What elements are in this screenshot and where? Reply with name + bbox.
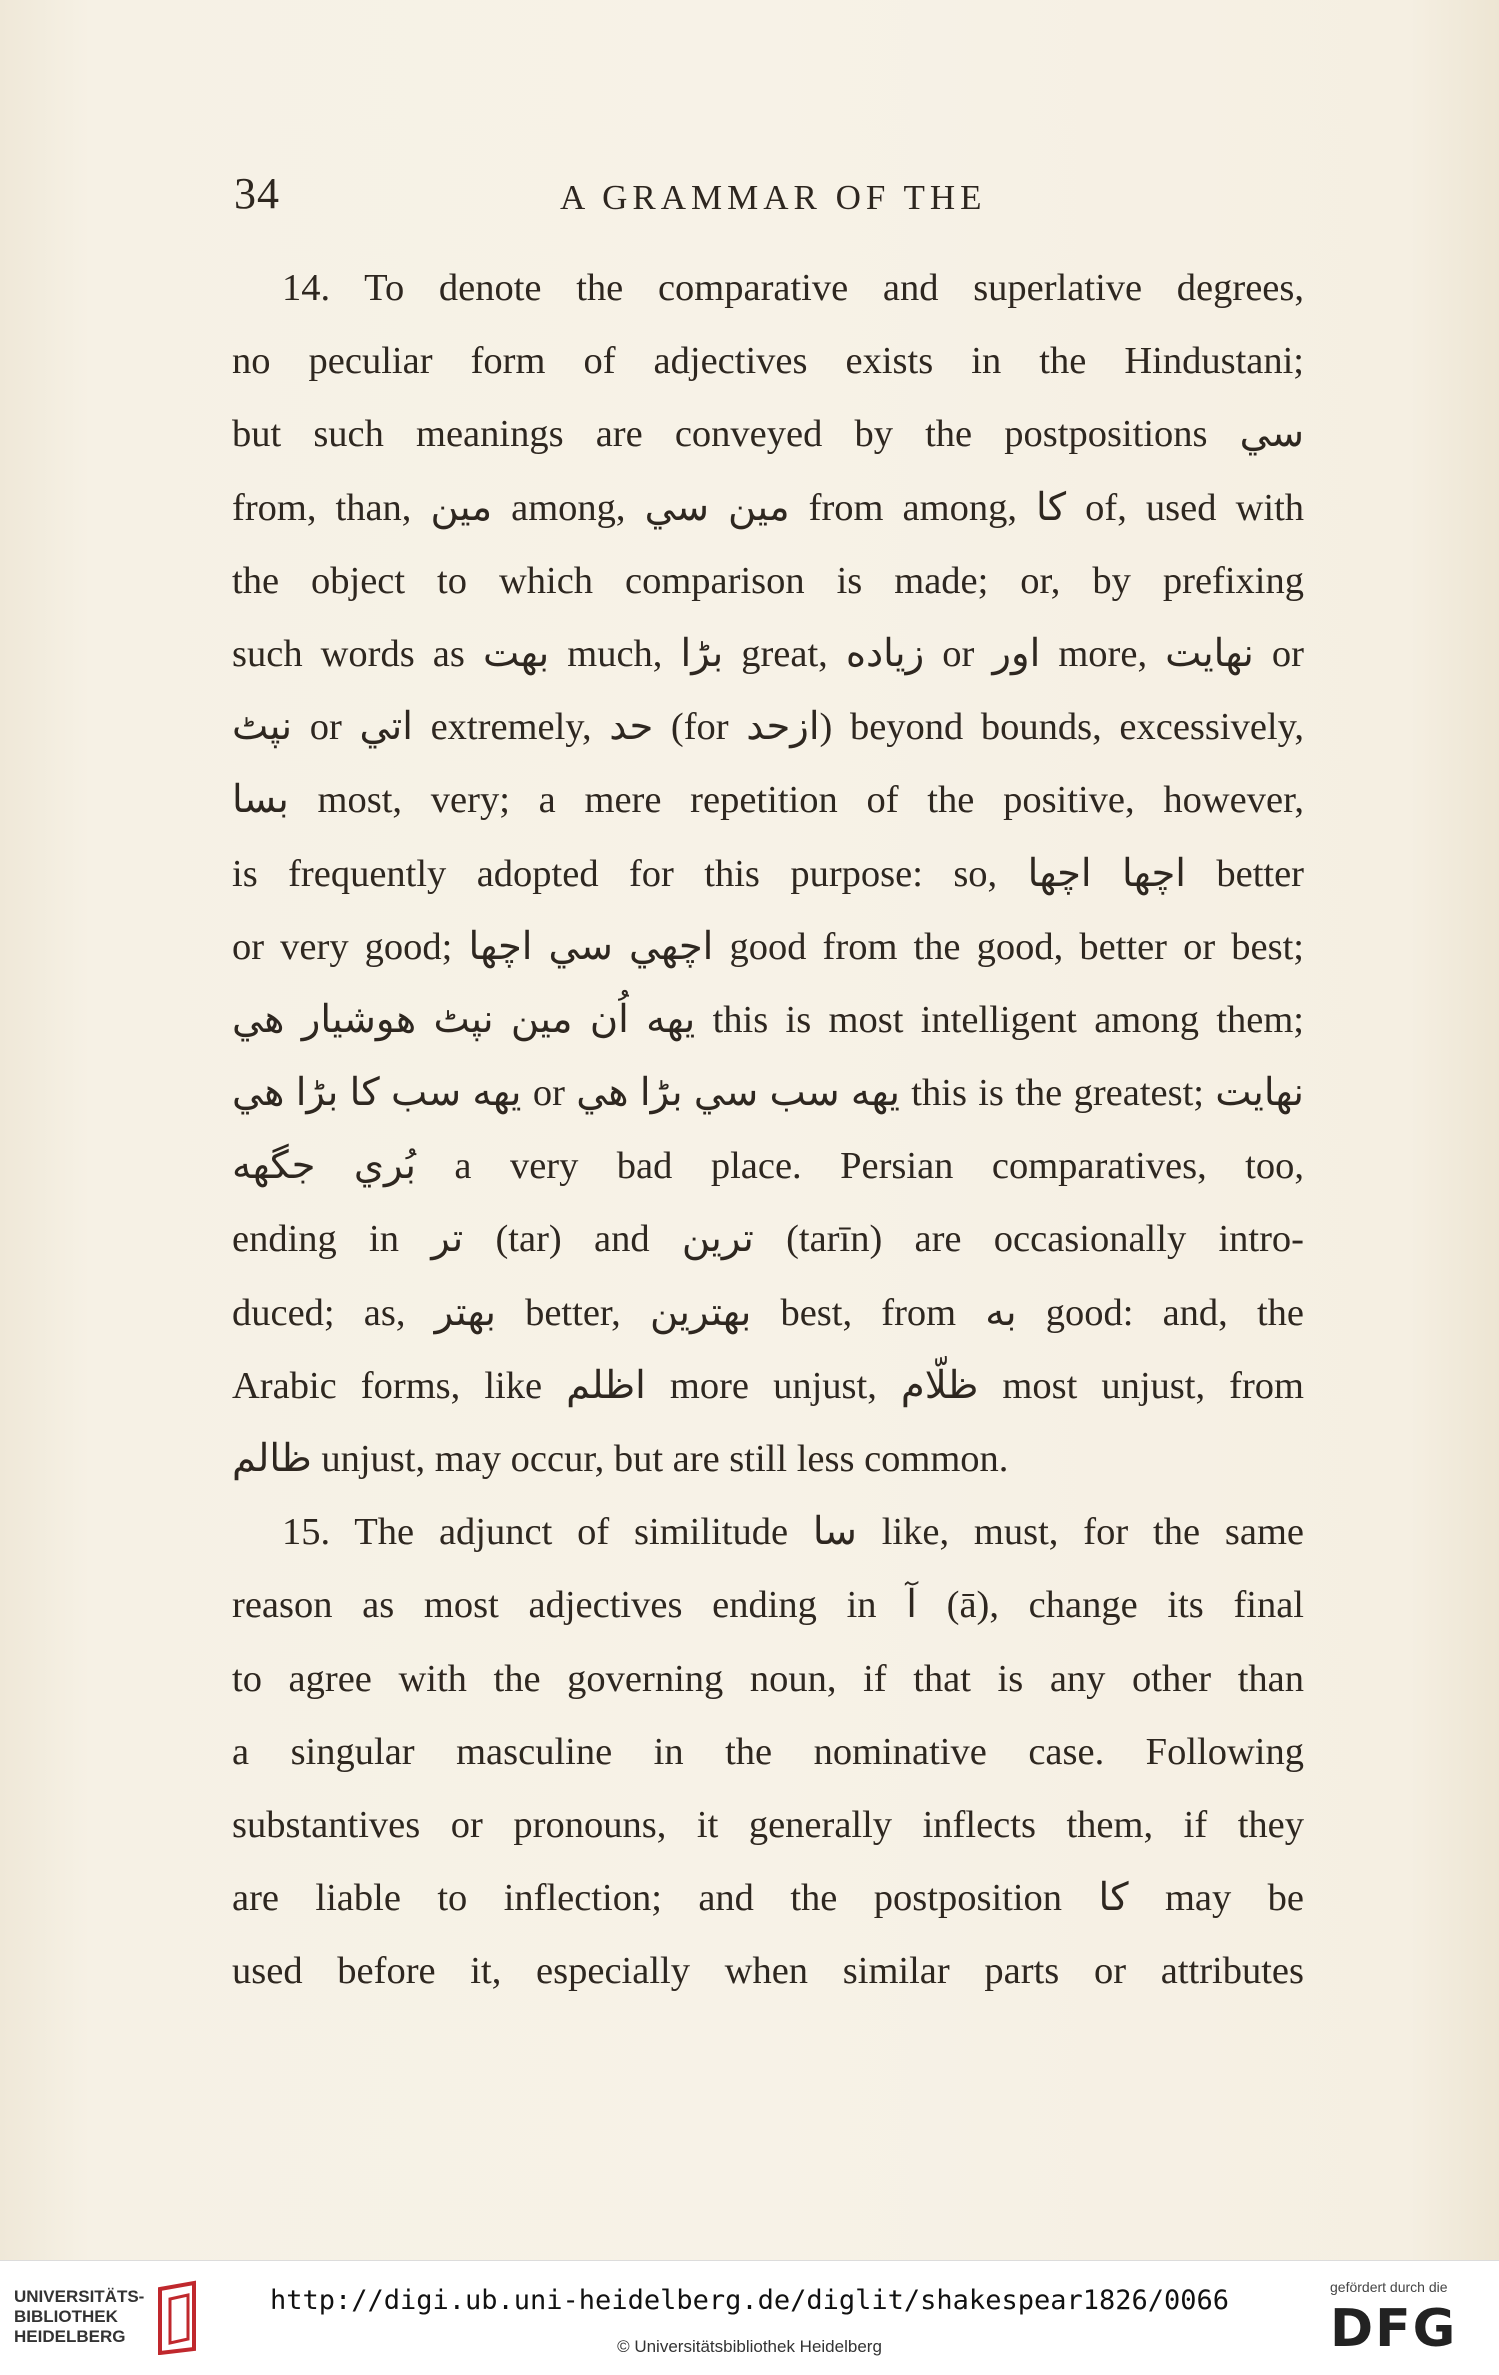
page-number: 34 (234, 169, 280, 218)
page-url-link[interactable]: http://digi.ub.uni-heidelberg.de/diglit/shakespear1826/0066 (269, 2285, 1230, 2316)
dfg-logo: DFG (1330, 2299, 1458, 2359)
page-header (230, 168, 1310, 228)
text-line: 15. The adjunct of similitude سا like, must, for the same (282, 1511, 1304, 1554)
text-line: ظالم unjust, may occur, but are still less common. (232, 1438, 1009, 1480)
text-line: ending in تر (tar) and ترين (tarīn) are occasionally intro- (232, 1218, 1304, 1261)
text-line: يهه سب كا بڑا هي or يهه سب سي بڑا هي this is the greatest; نهايت (232, 1072, 1304, 1115)
running-head: A GRAMMAR OF THE (560, 178, 987, 217)
text-line: Arabic forms, like اظلم more unjust, ظلّام most unjust, from (232, 1364, 1304, 1407)
text-line: يهه اُن مين نپٹ هوشيار هي this is most intelligent among them; (232, 998, 1304, 1041)
text-line: but such meanings are conveyed by the postpositions سي (232, 413, 1304, 456)
text-line: 14. To denote the comparative and superlative degrees, (282, 267, 1304, 309)
text-line: is frequently adopted for this purpose: so, اچها اچها better (232, 852, 1304, 895)
text-line: used before it, especially when similar parts or attributes (232, 1950, 1304, 1993)
body-text (232, 252, 1304, 2009)
text-line: نپٹ or اتي extremely, حد (for ازحد) beyond bounds, excessively, (232, 706, 1304, 749)
text-line: such words as بهت much, بڑا great, زياده or اور more, نهايت or (232, 632, 1304, 675)
copyright-notice: © Universitätsbibliothek Heidelberg (617, 2337, 882, 2356)
text-line: reason as most adjectives ending in آ (ā), change its final (232, 1584, 1304, 1627)
text-line: to agree with the governing noun, if that is any other than (232, 1657, 1304, 1700)
text-line: or very good; اچهي سي اچها good from the good, better or best; (232, 925, 1304, 968)
text-line: the object to which comparison is made; or, by prefixing (232, 559, 1304, 602)
text-line: a singular masculine in the nominative case. Following (232, 1730, 1304, 1773)
text-line: from, than, مين among, مين سي from among, كا of, used with (232, 486, 1304, 529)
viewer-footer (0, 2260, 1499, 2375)
text-line: substantives or pronouns, it generally inflects them, if they (232, 1803, 1304, 1846)
text-line: بسا most, very; a mere repetition of the positive, however, (232, 779, 1304, 822)
text-line: are liable to inflection; and the postposition كا may be (232, 1877, 1304, 1920)
library-name: UNIVERSITÄTS- BIBLIOTHEK HEIDELBERG (14, 2287, 145, 2346)
text-line: duced; as, بهتر better, بهترين best, from به good: and, the (232, 1291, 1304, 1334)
text-line: بُري جگهه a very bad place. Persian comparatives, too, (232, 1145, 1304, 1188)
text-line: no peculiar form of adjectives exists in the Hindustani; (232, 340, 1304, 383)
funding-note: gefördert durch die (1330, 2279, 1448, 2295)
